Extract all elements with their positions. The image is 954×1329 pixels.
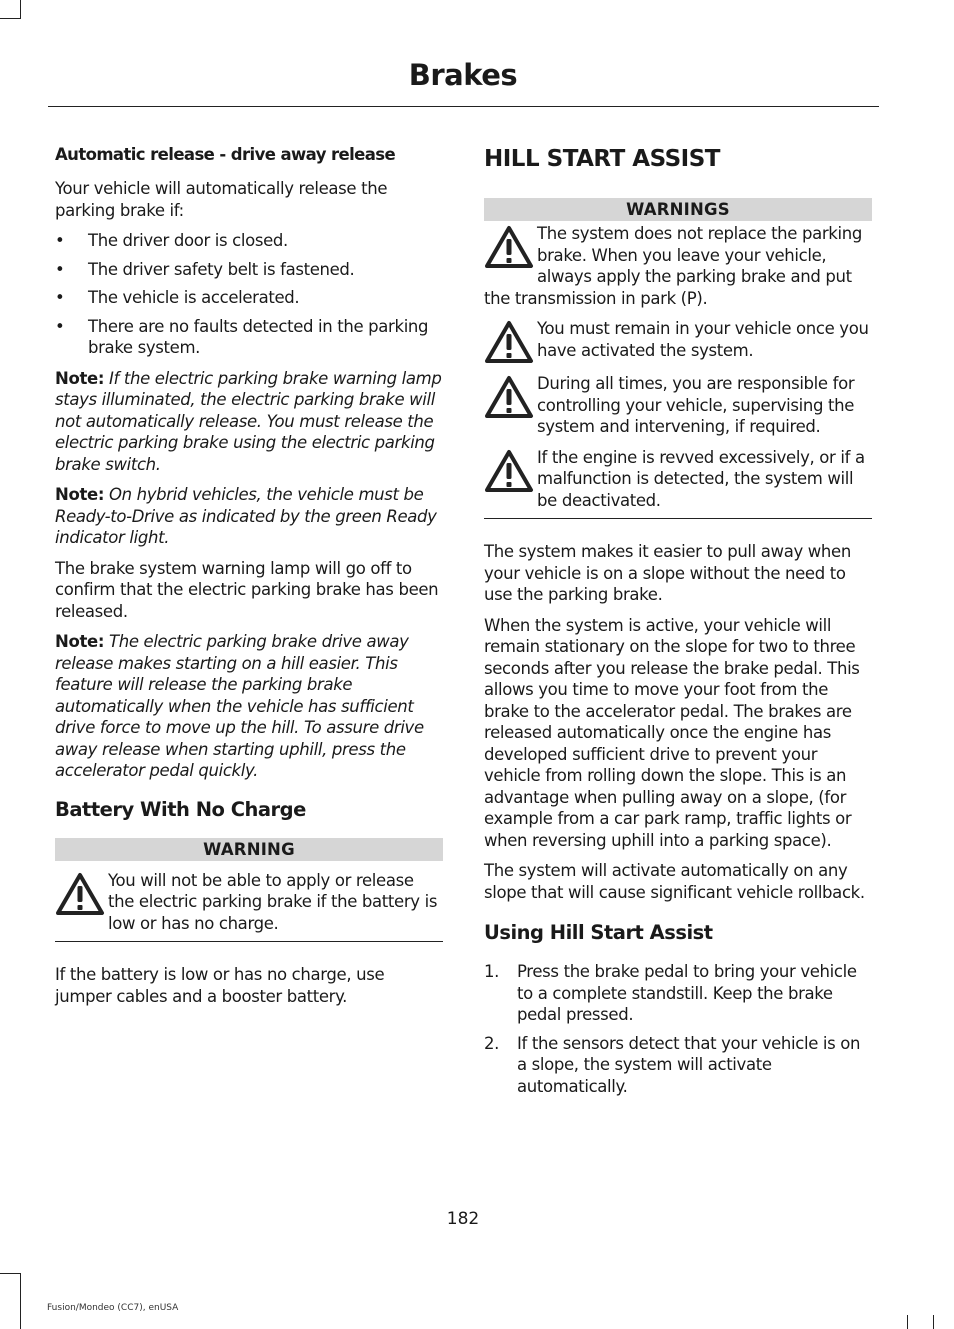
- warning-divider: [55, 941, 443, 942]
- warning-label: WARNING: [55, 838, 443, 861]
- warning-item: [484, 318, 872, 364]
- list-item: [484, 961, 872, 1026]
- paragraph: The brake system warning lamp will go off to confirm that the electric parking brake has been released.: [55, 558, 439, 621]
- crop-mark: [20, 1273, 21, 1329]
- bullet-mark: •: [55, 316, 65, 336]
- list-item-text: The vehicle is accelerated.: [88, 288, 300, 307]
- note-text: On hybrid vehicles, the vehicle must be Ready-to-Drive as indicated by the green Ready indicator light.: [55, 485, 437, 547]
- note-label: Note:: [55, 632, 105, 651]
- warning-item: [484, 373, 872, 438]
- crop-mark: [907, 1315, 908, 1329]
- title-divider: [48, 106, 879, 107]
- crop-mark: [0, 1273, 20, 1274]
- paragraph: When the system is active, your vehicle will remain stationary on the slope for two to three seconds after you release the brake pedal. This allows you time to move your foot from the brake to the accelerator pedal. The brakes are released automatically once the engine has developed sufficient drive to prevent your vehicle from rolling down the slope. This is an advantage when pulling away on a slope, (for example from a car park ramp, traffic lights or when reversing uphill into a parking space).: [484, 615, 860, 850]
- warning-text: The system does not replace the parking brake. When you leave your vehicle, always apply the parking brake and put the transmission in park (P).: [484, 224, 862, 308]
- step-number: 2.: [484, 1033, 500, 1053]
- bullet-mark: •: [55, 288, 65, 307]
- bullet-mark: •: [55, 231, 65, 250]
- warning-item: [484, 447, 872, 512]
- note-text: The electric parking brake drive away release makes starting on a hill easier. This feature will release the parking brake automatically when the vehicle has sufficient drive force to move up the hill. To assure drive away release when starting uphill, press the accelerator pedal quickly.: [55, 632, 424, 780]
- warning-text: If the engine is revved excessively, or if a malfunction is detected, the system will be deactivated.: [537, 447, 865, 510]
- list-item-text: The driver door is closed.: [88, 231, 288, 250]
- list-item: [55, 230, 443, 252]
- warning-text: During all times, you are responsible for controlling your vehicle, supervising the system and intervening, if required.: [537, 374, 855, 436]
- list-item: [55, 287, 443, 309]
- step-text: If the sensors detect that your vehicle is on a slope, the system will activate automatically.: [517, 1033, 861, 1096]
- warnings-label: WARNINGS: [484, 198, 872, 221]
- list-item-text: The driver safety belt is fastened.: [88, 259, 355, 279]
- list-item: [55, 316, 443, 359]
- note-text: If the electric parking brake warning lamp stays illuminated, the electric parking brake will not automatically release. You must release the electric parking brake using the electric parking brake switch.: [55, 368, 442, 474]
- warning-triangle-icon: [484, 320, 534, 364]
- step-text: Press the brake pedal to bring your vehicle to a complete standstill. Keep the brake pedal pressed.: [517, 962, 857, 1024]
- note: [55, 368, 443, 476]
- warning-triangle-icon: [55, 872, 105, 916]
- crop-mark: [20, 0, 21, 19]
- right-column: [484, 144, 872, 1104]
- footer-model: Fusion/Mondeo (CC7), enUSA: [47, 1303, 179, 1313]
- section-subheading: Automatic release - drive away release: [55, 145, 396, 164]
- note: [55, 631, 443, 782]
- step-number: 1.: [484, 962, 500, 981]
- paragraph: The system makes it easier to pull away when your vehicle is on a slope without the need to use the parking brake.: [484, 542, 851, 604]
- bullet-list: [55, 230, 443, 359]
- left-column: [55, 144, 443, 1016]
- paragraph: Your vehicle will automatically release the parking brake if:: [55, 179, 388, 220]
- page-number: 182: [446, 1209, 480, 1229]
- note-label: Note:: [55, 368, 105, 388]
- list-item: [484, 1033, 872, 1098]
- warning-item: [55, 870, 443, 935]
- list-item: [55, 259, 443, 281]
- warning-text: You must remain in your vehicle once you have activated the system.: [537, 319, 869, 360]
- warning-text: You will not be able to apply or release the electric parking brake if the battery is low or has no charge.: [108, 870, 438, 933]
- paragraph: If the battery is low or has no charge, use jumper cables and a booster battery.: [55, 965, 385, 1006]
- warning-triangle-icon: [484, 225, 534, 269]
- paragraph: The system will activate automatically on any slope that will cause significant vehicle rollback.: [484, 861, 865, 902]
- crop-mark: [933, 1315, 934, 1329]
- note: [55, 484, 443, 549]
- list-item-text: There are no faults detected in the parking brake system.: [88, 316, 429, 357]
- warning-triangle-icon: [484, 449, 534, 493]
- section-heading: Using Hill Start Assist: [484, 921, 713, 944]
- section-heading: Battery With No Charge: [55, 797, 306, 821]
- steps-list: [484, 961, 872, 1097]
- warning-divider: [484, 518, 872, 519]
- crop-mark: [0, 18, 20, 19]
- warning-item: [484, 223, 872, 309]
- warning-triangle-icon: [484, 375, 534, 419]
- note-label: Note:: [55, 485, 105, 504]
- bullet-mark: •: [55, 259, 65, 279]
- page-title: Brakes: [408, 58, 518, 92]
- chapter-heading: HILL START ASSIST: [484, 146, 720, 172]
